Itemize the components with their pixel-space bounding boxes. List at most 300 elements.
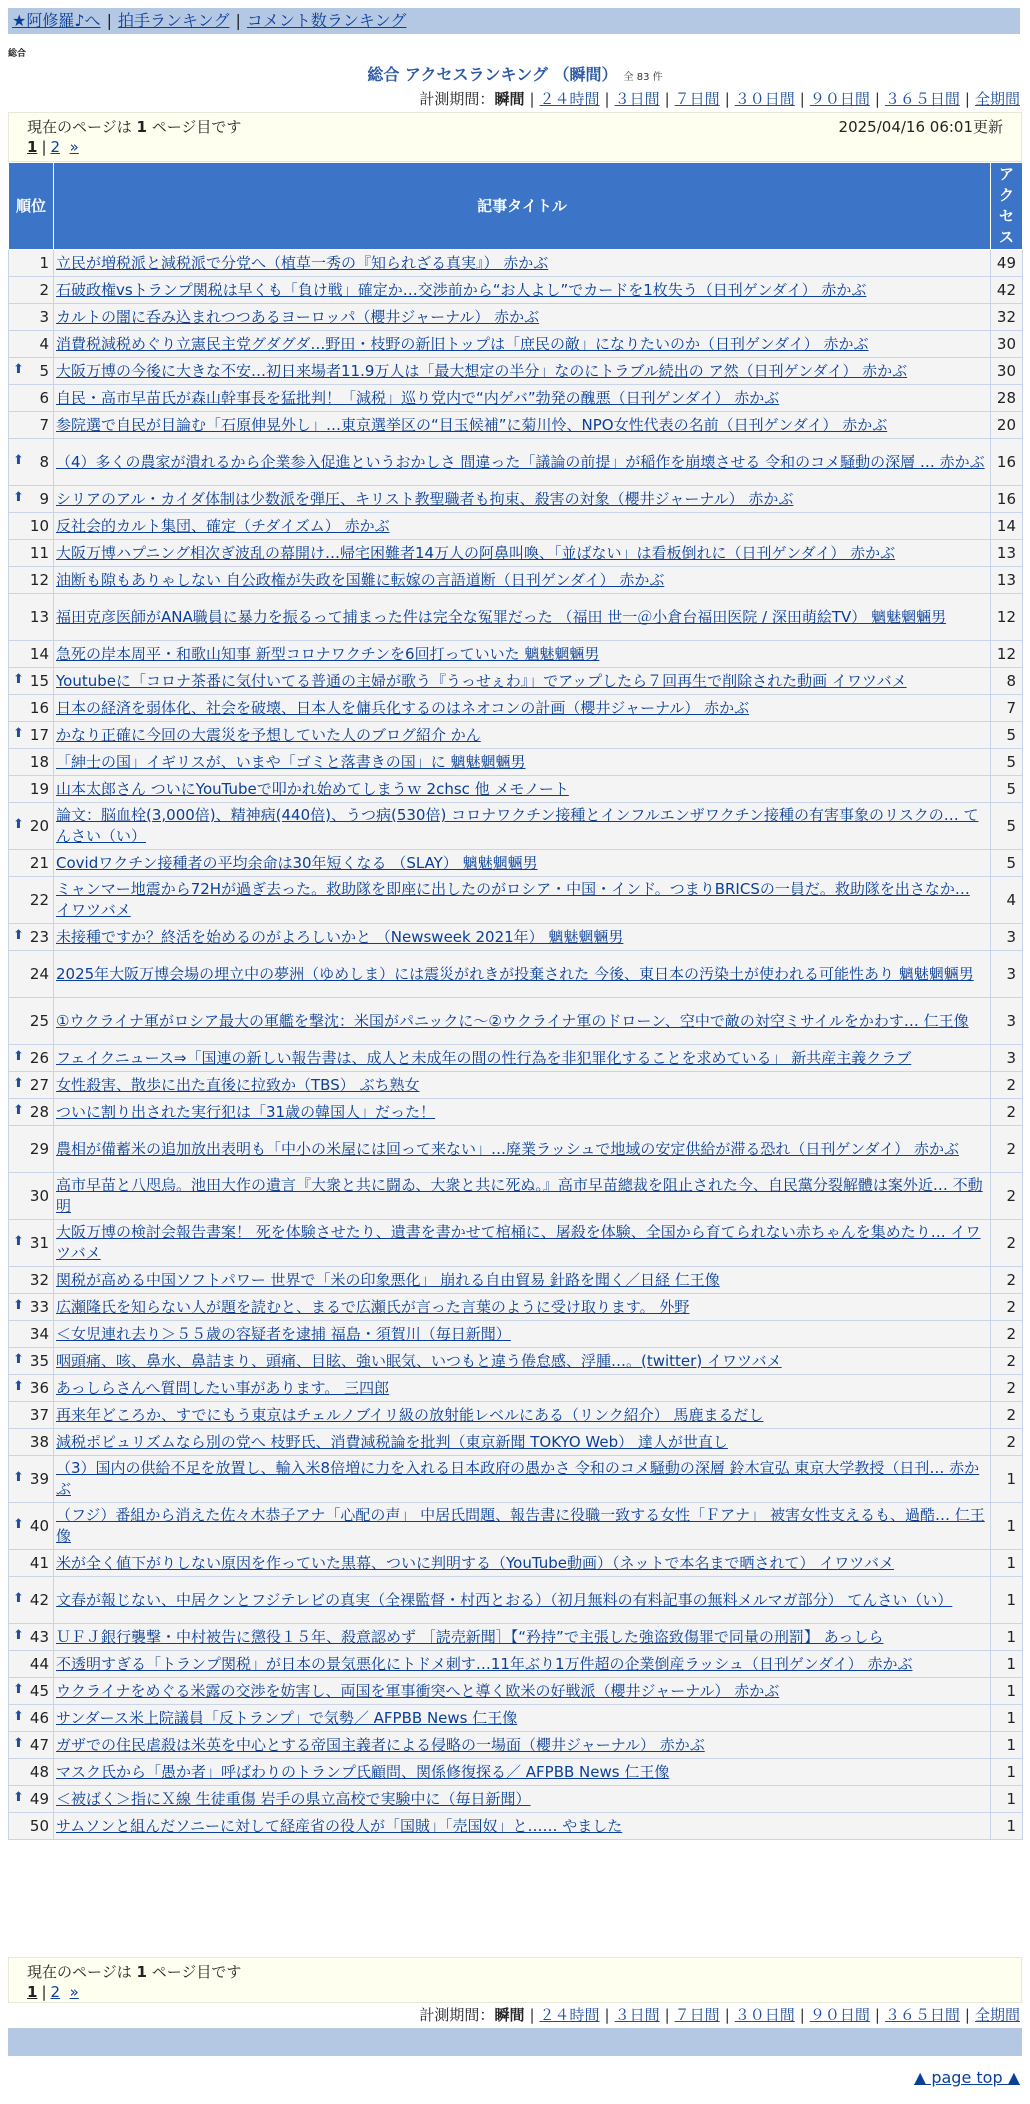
table-row bbox=[9, 331, 1023, 358]
total-count: 全 83 件 bbox=[623, 72, 663, 83]
article-link[interactable]: 高市早苗と八咫烏。池田大作の遺言『大衆と共に闘ゐ、大衆と共に死ぬ。』高市早苗總裁を阻止された今、自民黨分裂解體は案外近… 不動明 bbox=[56, 1176, 983, 1215]
title-cell bbox=[54, 1402, 991, 1429]
access-count: 1 bbox=[991, 1678, 1023, 1705]
table-row bbox=[9, 1402, 1023, 1429]
page-links: 1 | 2 » bbox=[27, 138, 79, 156]
arrow-up-icon: ⬆ bbox=[13, 1103, 24, 1118]
article-link[interactable]: 文春が報じない、中居クンとフジテレビの真実（全裸監督・村西とおる）（初月無料の有料記事の無料メルマガ部分） てんさい（い） bbox=[56, 1590, 953, 1609]
rank-cell bbox=[9, 1456, 54, 1503]
updated-time: 2025/04/16 06:01更新 bbox=[838, 118, 1003, 136]
rank-number: 34 bbox=[29, 1325, 49, 1343]
access-count: 12 bbox=[991, 641, 1023, 668]
article-link[interactable]: 大阪万博の検討会報告書案！ 死を体験させたり、遺書を書かせて棺桶に、屠殺を体験、全国から育てられない赤ちゃんを集めたり… イワツバメ bbox=[56, 1223, 981, 1262]
access-count: 1 bbox=[991, 1456, 1023, 1503]
table-row bbox=[9, 998, 1023, 1045]
period-sep: | bbox=[724, 90, 730, 108]
table-row bbox=[9, 250, 1023, 277]
rank-cell bbox=[9, 1375, 54, 1402]
page-top-link[interactable]: ▲ page top ▲ bbox=[913, 2068, 1020, 2087]
rank-number: 21 bbox=[29, 854, 49, 872]
rank-cell bbox=[9, 277, 54, 304]
article-link[interactable]: Youtubeに「コロナ茶番に気付いてる普通の主婦が歌う『うっせぇわ』」でアップしたら７回再生で削除された動画 イワツバメ bbox=[56, 671, 907, 690]
access-count: 1 bbox=[991, 1786, 1023, 1813]
article-link[interactable]: 大阪万博ハプニング相次ぎ波乱の幕開け…帰宅困難者14万人の阿鼻叫喚、「並ばない」は看板倒れに（日刊ゲンダイ） 赤かぶ bbox=[56, 543, 896, 562]
table-row bbox=[9, 1429, 1023, 1456]
article-link[interactable]: ガザでの住民虐殺は米英を中心とする帝国主義者による侵略の一場面（櫻井ジャーナル） 赤かぶ bbox=[56, 1735, 705, 1754]
rank-number: 20 bbox=[29, 817, 49, 835]
rank-number: 14 bbox=[29, 645, 49, 663]
article-link[interactable]: （4）多くの農家が潰れるから企業参入促進というおかしさ 間違った「議論の前提」が稲作を崩壊させる 令和のコメ騒動の深層 … 赤かぶ bbox=[56, 452, 985, 471]
rank-number: 36 bbox=[29, 1379, 49, 1397]
table-row bbox=[9, 668, 1023, 695]
title-cell bbox=[54, 924, 991, 951]
table-row bbox=[9, 1678, 1023, 1705]
title-cell bbox=[54, 513, 991, 540]
arrow-up-icon: ⬆ bbox=[13, 1076, 24, 1091]
title-cell bbox=[54, 1375, 991, 1402]
header-title: 記事タイトル bbox=[54, 163, 991, 250]
rank-cell bbox=[9, 1759, 54, 1786]
period-link-0[interactable]: ２４時間 bbox=[539, 90, 600, 108]
article-link[interactable]: ＜女児連れ去り＞５５歳の容疑者を逮捕 福島・須賀川（毎日新聞） bbox=[56, 1324, 511, 1343]
access-count: 2 bbox=[991, 1375, 1023, 1402]
arrow-up-icon: ⬆ bbox=[13, 362, 24, 377]
rank-cell bbox=[9, 749, 54, 776]
article-link[interactable]: 大阪万博の今後に大きな不安…初日来場者11.9万人は「最大想定の半分」なのにトラブル続出の ア然（日刊ゲンダイ） 赤かぶ bbox=[56, 361, 908, 380]
table-row bbox=[9, 1577, 1023, 1624]
rank-number: 32 bbox=[29, 1271, 49, 1289]
rank-cell bbox=[9, 385, 54, 412]
rank-cell bbox=[9, 1651, 54, 1678]
rank-number: 38 bbox=[29, 1433, 49, 1451]
rank-number: 6 bbox=[39, 389, 49, 407]
article-link[interactable]: シリアのアル・カイダ体制は少数派を弾圧、キリスト教聖職者も拘束、殺害の対象（櫻井ジャーナル） 赤かぶ bbox=[56, 489, 794, 508]
title-cell bbox=[54, 1045, 991, 1072]
table-row bbox=[9, 1651, 1023, 1678]
period-sep: | bbox=[799, 2006, 805, 2024]
table-row bbox=[9, 1813, 1023, 1840]
table-row bbox=[9, 486, 1023, 513]
article-link[interactable]: サムソンと組んだソニーに対して経産省の役人が「国賊」「売国奴」と…… やました bbox=[56, 1816, 623, 1835]
title-cell bbox=[54, 722, 991, 749]
rank-cell bbox=[9, 1402, 54, 1429]
period-link-3[interactable]: ３０日間 bbox=[734, 2006, 795, 2024]
title-cell bbox=[54, 594, 991, 641]
article-link[interactable]: 女性殺害、散歩に出た直後に拉致か（TBS） ぶち熟女 bbox=[56, 1075, 420, 1094]
article-link[interactable]: 石破政権vsトランプ関税は早くも「負け戦」確定か…交渉前から“お人よし”でカードを1枚失う（日刊ゲンダイ） 赤かぶ bbox=[56, 280, 867, 299]
table-row bbox=[9, 1173, 1023, 1220]
article-link[interactable]: 農相が備蓄米の追加放出表明も「中小の米屋には回って来ない」…廃業ラッシュで地域の安定供給が滞る恐れ（日刊ゲンダイ） 赤かぶ bbox=[56, 1139, 959, 1158]
arrow-up-icon: ⬆ bbox=[13, 1517, 24, 1532]
rank-number: 24 bbox=[29, 965, 49, 983]
title-cell bbox=[54, 877, 991, 924]
table-row bbox=[9, 924, 1023, 951]
period-link-2[interactable]: ７日間 bbox=[674, 2006, 720, 2024]
rank-number: 25 bbox=[29, 1012, 49, 1030]
article-link[interactable]: サンダース米上院議員「反トランプ」で気勢／ AFPBB News 仁王像 bbox=[56, 1708, 518, 1727]
article-link[interactable]: 未接種ですか？終活を始めるのがよろしいかと （Newsweek 2021年） 魑魅魍魎男 bbox=[56, 927, 624, 946]
period-link-6[interactable]: 全期間 bbox=[974, 90, 1020, 108]
rank-cell bbox=[9, 1550, 54, 1577]
article-link[interactable]: 2025年大阪万博会場の埋立中の夢洲（ゆめしま）には震災がれきが投棄された 今後、東日本の汚染土が使われる可能性あり 魑魅魍魎男 bbox=[56, 964, 974, 983]
article-link[interactable]: ＵＦＪ銀行襲撃・中村被告に懲役１５年、殺意認めず ［読売新聞］【“矜持”で主張した強盗致傷罪で同量の刑罰】 あっしら bbox=[56, 1627, 884, 1646]
table-row bbox=[9, 641, 1023, 668]
access-count: 2 bbox=[991, 1294, 1023, 1321]
rank-cell bbox=[9, 722, 54, 749]
rank-cell bbox=[9, 1503, 54, 1550]
period-sep: | bbox=[604, 90, 610, 108]
table-row bbox=[9, 567, 1023, 594]
arrow-up-icon: ⬆ bbox=[13, 672, 24, 687]
title-cell bbox=[54, 567, 991, 594]
rank-cell bbox=[9, 540, 54, 567]
rank-cell bbox=[9, 1429, 54, 1456]
rank-number: 4 bbox=[39, 335, 49, 353]
current-page-text: 現在のページは 1 ページ目です bbox=[27, 118, 242, 136]
nav-sep: | bbox=[235, 11, 241, 30]
article-link[interactable]: ウクライナをめぐる米露の交渉を妨害し、両国を軍事衝突へと導く欧米の好戦派（櫻井ジャーナル） 赤かぶ bbox=[56, 1681, 780, 1700]
table-row bbox=[9, 803, 1023, 850]
article-link[interactable]: 急死の岸本周平・和歌山知事 新型コロナワクチンを6回打っていいた 魑魅魍魎男 bbox=[56, 644, 600, 663]
rank-number: 12 bbox=[29, 571, 49, 589]
rank-number: 5 bbox=[39, 362, 49, 380]
article-link[interactable]: 山本太郎さん ついにYouTubeで叩かれ始めてしまうｗ 2chsc 他 メモノート bbox=[56, 779, 569, 798]
title-cell bbox=[54, 439, 991, 486]
rank-number: 47 bbox=[29, 1736, 49, 1754]
access-count: 3 bbox=[991, 1045, 1023, 1072]
article-link[interactable]: 米が全く値下がりしない原因を作っていた黒幕、ついに判明する（YouTube動画）（ネットで本名まで晒されて） イワツバメ bbox=[56, 1553, 894, 1572]
table-row bbox=[9, 540, 1023, 567]
title-cell bbox=[54, 1550, 991, 1577]
period-sep: | bbox=[874, 2006, 880, 2024]
access-count: 14 bbox=[991, 513, 1023, 540]
title-cell bbox=[54, 304, 991, 331]
article-link[interactable]: 反社会的カルト集団、確定（チダイズム） 赤かぶ bbox=[56, 516, 390, 535]
table-row bbox=[9, 1759, 1023, 1786]
article-link[interactable]: 油断も隙もありゃしない 自公政権が失政を国難に転嫁の言語道断（日刊ゲンダイ） 赤かぶ bbox=[56, 570, 665, 589]
table-row bbox=[9, 594, 1023, 641]
arrow-up-icon: ⬆ bbox=[13, 1049, 24, 1064]
access-count: 5 bbox=[991, 803, 1023, 850]
article-link[interactable]: Covidワクチン接種者の平均余命は30年短くなる （SLAY） 魑魅魍魎男 bbox=[56, 853, 538, 872]
title-cell bbox=[54, 1220, 991, 1267]
rank-cell bbox=[9, 695, 54, 722]
period-label: 計測期間： bbox=[419, 90, 495, 108]
article-link[interactable]: マスク氏から「愚か者」呼ばわりのトランプ氏顧問、関係修復探る／ AFPBB News 仁王像 bbox=[56, 1762, 670, 1781]
rank-cell bbox=[9, 951, 54, 998]
rank-cell bbox=[9, 877, 54, 924]
rank-number: 2 bbox=[39, 281, 49, 299]
rank-cell bbox=[9, 641, 54, 668]
period-sep: | bbox=[964, 90, 970, 108]
table-row bbox=[9, 513, 1023, 540]
period-current: 瞬間 bbox=[494, 2006, 525, 2024]
period-link-5[interactable]: ３６５日間 bbox=[884, 90, 960, 108]
access-count: 1 bbox=[991, 1732, 1023, 1759]
rank-number: 39 bbox=[29, 1470, 49, 1488]
title-cell bbox=[54, 1294, 991, 1321]
table-row bbox=[9, 1375, 1023, 1402]
title-cell bbox=[54, 1624, 991, 1651]
access-count: 4 bbox=[991, 877, 1023, 924]
title-cell bbox=[54, 776, 991, 803]
rank-cell bbox=[9, 358, 54, 385]
table-row bbox=[9, 1348, 1023, 1375]
next-page-link[interactable]: » bbox=[69, 138, 79, 156]
period-sep: | bbox=[964, 2006, 970, 2024]
period-sep: | bbox=[799, 90, 805, 108]
title-cell bbox=[54, 803, 991, 850]
rank-number: 22 bbox=[29, 891, 49, 909]
access-count: 5 bbox=[991, 749, 1023, 776]
access-count: 30 bbox=[991, 331, 1023, 358]
rank-number: 37 bbox=[29, 1406, 49, 1424]
access-count: 2 bbox=[991, 1321, 1023, 1348]
arrow-up-icon: ⬆ bbox=[13, 1379, 24, 1394]
title-cell bbox=[54, 250, 991, 277]
article-link[interactable]: 「紳士の国」イギリスが、いまや「ゴミと落書きの国」に 魑魅魍魎男 bbox=[56, 752, 526, 771]
rank-cell bbox=[9, 1267, 54, 1294]
article-link[interactable]: かなり正確に今回の大震災を予想していた人のブログ紹介 かん bbox=[56, 725, 481, 744]
arrow-up-icon: ⬆ bbox=[13, 1591, 24, 1606]
access-count: 16 bbox=[991, 439, 1023, 486]
access-count: 3 bbox=[991, 998, 1023, 1045]
rank-cell bbox=[9, 304, 54, 331]
table-row bbox=[9, 1321, 1023, 1348]
period-sep: | bbox=[529, 90, 535, 108]
arrow-up-icon: ⬆ bbox=[13, 453, 24, 468]
rank-number: 9 bbox=[39, 490, 49, 508]
table-row bbox=[9, 1732, 1023, 1759]
article-link[interactable]: フェイクニュース⇒「国連の新しい報告書は、成人と未成年の間の性行為を非犯罪化することを求めている」 新共産主義クラブ bbox=[56, 1048, 912, 1067]
category-label: 総合 bbox=[8, 49, 27, 59]
title-cell bbox=[54, 540, 991, 567]
rank-cell bbox=[9, 776, 54, 803]
rank-cell bbox=[9, 1732, 54, 1759]
title-cell bbox=[54, 1126, 991, 1173]
article-link[interactable]: ①ウクライナ軍がロシア最大の軍艦を撃沈：米国がパニックに～②ウクライナ軍のドローン、空中で敵の対空ミサイルをかわす… 仁王像 bbox=[56, 1011, 969, 1030]
current-page-text: 現在のページは 1 ページ目です bbox=[27, 1963, 242, 1981]
article-link[interactable]: 立民が増税派と減税派で分党へ（植草一秀の『知られざる真実』） 赤かぶ bbox=[56, 253, 549, 272]
article-link[interactable]: ついに割り出された実行犯は「31歳の韓国人」だった！ bbox=[56, 1102, 436, 1121]
table-row bbox=[9, 695, 1023, 722]
rank-cell bbox=[9, 1624, 54, 1651]
article-link[interactable]: 消費税減税めぐり立憲民主党グダグダ…野田・枝野の新旧トップは「庶民の敵」になりたいのか（日刊ゲンダイ） 赤かぶ bbox=[56, 334, 869, 353]
ranking-heading bbox=[0, 62, 1030, 85]
rank-number: 30 bbox=[29, 1187, 49, 1205]
rank-number: 29 bbox=[29, 1140, 49, 1158]
period-link-4[interactable]: ９０日間 bbox=[809, 90, 870, 108]
pager-bottom bbox=[8, 1957, 1022, 2003]
period-link-1[interactable]: ３日間 bbox=[614, 90, 660, 108]
title-cell bbox=[54, 749, 991, 776]
article-link[interactable]: 減税ポピュリズムなら別の党へ 枝野氏、消費減税論を批判（東京新聞 TOKYO Web） 達人が世直し bbox=[56, 1432, 728, 1451]
access-count: 13 bbox=[991, 540, 1023, 567]
page-top-link-wrap bbox=[914, 2068, 1020, 2087]
rank-number: 31 bbox=[29, 1234, 49, 1252]
rank-cell bbox=[9, 1678, 54, 1705]
article-link[interactable]: 参院選で自民が目論む「石原伸晃外し」…東京選挙区の“目玉候補”に菊川怜、NPO女性代表の名前（日刊ゲンダイ） 赤かぶ bbox=[56, 415, 888, 434]
access-count: 28 bbox=[991, 385, 1023, 412]
arrow-up-icon: ⬆ bbox=[13, 1352, 24, 1367]
access-count: 3 bbox=[991, 951, 1023, 998]
article-link[interactable]: ＜被ばく＞指にＸ線 生徒重傷 岩手の県立高校で実験中に（毎日新聞） bbox=[56, 1789, 531, 1808]
rank-cell bbox=[9, 1294, 54, 1321]
rank-number: 16 bbox=[29, 699, 49, 717]
table-row bbox=[9, 1503, 1023, 1550]
rank-cell bbox=[9, 998, 54, 1045]
arrow-up-icon: ⬆ bbox=[13, 928, 24, 943]
title-cell bbox=[54, 1705, 991, 1732]
article-link[interactable]: 自民・高市早苗氏が森山幹事長を猛批判！「減税」巡り党内で“内ゲバ”勃発の醜悪（日刊ゲンダイ） 赤かぶ bbox=[56, 388, 780, 407]
table-row bbox=[9, 1267, 1023, 1294]
access-count: 1 bbox=[991, 1705, 1023, 1732]
page-links: 1 | 2 » bbox=[27, 1983, 79, 2001]
footer-bar bbox=[8, 2028, 1022, 2056]
access-count: 2 bbox=[991, 1402, 1023, 1429]
period-label: 計測期間： bbox=[419, 2006, 495, 2024]
title-cell bbox=[54, 1503, 991, 1550]
title-cell bbox=[54, 331, 991, 358]
period-sep: | bbox=[664, 90, 670, 108]
title-cell bbox=[54, 998, 991, 1045]
access-count: 20 bbox=[991, 412, 1023, 439]
rank-cell bbox=[9, 567, 54, 594]
arrow-up-icon: ⬆ bbox=[13, 1682, 24, 1697]
period-selector-top bbox=[419, 88, 1020, 109]
rank-cell bbox=[9, 412, 54, 439]
period-sep: | bbox=[664, 2006, 670, 2024]
title-cell bbox=[54, 1732, 991, 1759]
table-row bbox=[9, 277, 1023, 304]
arrow-up-icon: ⬆ bbox=[13, 1790, 24, 1805]
article-link[interactable]: 広瀬隆氏を知らない人が題を読むと、まるで広瀬氏が言った言葉のように受け取ります。 外野 bbox=[56, 1297, 690, 1316]
rank-cell bbox=[9, 850, 54, 877]
title-cell bbox=[54, 1577, 991, 1624]
article-link[interactable]: 福田克彦医師がANA職員に暴力を振るって捕まった件は完全な冤罪だった （福田 世一＠小倉台福田医院 / 深田萌絵TV） 魑魅魍魎男 bbox=[56, 607, 947, 626]
table-row bbox=[9, 385, 1023, 412]
rank-number: 3 bbox=[39, 308, 49, 326]
title-cell bbox=[54, 695, 991, 722]
title-cell bbox=[54, 1429, 991, 1456]
arrow-up-icon: ⬆ bbox=[13, 490, 24, 505]
article-link[interactable]: ミャンマー地震から72Hが過ぎ去った。救助隊を即座に出したのがロシア・中国・インド。つまりBRICSの一員だ。救助隊を出さなか… イワツバメ bbox=[56, 880, 970, 919]
access-count: 3 bbox=[991, 924, 1023, 951]
title-cell bbox=[54, 1456, 991, 1503]
access-count: 16 bbox=[991, 486, 1023, 513]
period-link-4[interactable]: ９０日間 bbox=[809, 2006, 870, 2024]
period-link-3[interactable]: ３０日間 bbox=[734, 90, 795, 108]
period-link-2[interactable]: ７日間 bbox=[674, 90, 720, 108]
rank-cell bbox=[9, 1072, 54, 1099]
title-cell bbox=[54, 850, 991, 877]
article-link[interactable]: カルトの闇に呑み込まれつつあるヨーロッパ（櫻井ジャーナル） 赤かぶ bbox=[56, 307, 540, 326]
page-1-current: 1 bbox=[27, 138, 38, 156]
access-count: 5 bbox=[991, 850, 1023, 877]
rank-number: 42 bbox=[29, 1591, 49, 1609]
period-selector-bottom bbox=[419, 2004, 1020, 2025]
rank-cell bbox=[9, 924, 54, 951]
header-access: アクセス bbox=[991, 163, 1023, 250]
rank-number: 44 bbox=[29, 1655, 49, 1673]
period-current: 瞬間 bbox=[494, 90, 525, 108]
access-count: 12 bbox=[991, 594, 1023, 641]
title-cell bbox=[54, 1072, 991, 1099]
rank-cell bbox=[9, 1348, 54, 1375]
rank-cell bbox=[9, 250, 54, 277]
title-cell bbox=[54, 1173, 991, 1220]
table-row bbox=[9, 1220, 1023, 1267]
article-link[interactable]: あっしらさんへ質問したい事があります。 三四郎 bbox=[56, 1378, 390, 1397]
arrow-up-icon: ⬆ bbox=[13, 726, 24, 741]
title-cell bbox=[54, 1813, 991, 1840]
access-count: 30 bbox=[991, 358, 1023, 385]
clap-ranking-link[interactable]: 拍手ランキング bbox=[117, 11, 230, 30]
table-row bbox=[9, 412, 1023, 439]
rank-number: 48 bbox=[29, 1763, 49, 1781]
title-cell bbox=[54, 277, 991, 304]
article-link[interactable]: 不透明すぎる「トランプ関税」が日本の景気悪化にトドメ刺す…11年ぶり1万件超の企業倒産ラッシュ（日刊ゲンダイ） 赤かぶ bbox=[56, 1654, 913, 1673]
article-link[interactable]: 再来年どころか、すでにもう東京はチェルノブイリ級の放射能レベルにある（リンク紹介） 馬鹿まるだし bbox=[56, 1405, 764, 1424]
rank-number: 33 bbox=[29, 1298, 49, 1316]
pager-top bbox=[8, 112, 1022, 162]
arrow-up-icon: ⬆ bbox=[13, 1628, 24, 1643]
table-row bbox=[9, 304, 1023, 331]
period-link-6[interactable]: 全期間 bbox=[974, 2006, 1020, 2024]
title-cell bbox=[54, 1348, 991, 1375]
page-2-link[interactable]: 2 bbox=[50, 138, 61, 156]
page-title: 総合 アクセスランキング （瞬間） bbox=[367, 65, 618, 84]
article-link[interactable]: 関税が高める中国ソフトパワー 世界で「米の印象悪化」 崩れる自由貿易 針路を聞く／日経 仁王像 bbox=[56, 1270, 720, 1289]
table-row bbox=[9, 1705, 1023, 1732]
title-cell bbox=[54, 385, 991, 412]
home-link[interactable]: ★阿修羅♪へ bbox=[12, 11, 101, 30]
rank-number: 27 bbox=[29, 1076, 49, 1094]
period-link-0[interactable]: ２４時間 bbox=[539, 2006, 600, 2024]
rank-number: 35 bbox=[29, 1352, 49, 1370]
title-cell bbox=[54, 951, 991, 998]
access-count: 2 bbox=[991, 1267, 1023, 1294]
rank-number: 46 bbox=[29, 1709, 49, 1727]
arrow-up-icon: ⬆ bbox=[13, 1470, 24, 1485]
access-count: 2 bbox=[991, 1173, 1023, 1220]
title-cell bbox=[54, 641, 991, 668]
period-sep: | bbox=[874, 90, 880, 108]
page-2-link[interactable]: 2 bbox=[50, 1983, 61, 2001]
article-link[interactable]: 論文：脳血栓(3,000倍)、精神病(440倍)、うつ病(530倍) コロナワクチン接種とインフルエンザワクチン接種の有害事象のリスクの… てんさい（い） bbox=[56, 806, 979, 845]
table-row bbox=[9, 1126, 1023, 1173]
access-count: 49 bbox=[991, 250, 1023, 277]
period-link-5[interactable]: ３６５日間 bbox=[884, 2006, 960, 2024]
title-cell bbox=[54, 1759, 991, 1786]
period-link-1[interactable]: ３日間 bbox=[614, 2006, 660, 2024]
article-link[interactable]: （3）国内の供給不足を放置し、輸入米8倍増に力を入れる日本政府の愚かさ 令和のコメ騒動の深層 鈴木宣弘 東京大学教授（日刊… 赤かぶ bbox=[56, 1459, 980, 1498]
next-page-link[interactable]: » bbox=[69, 1983, 79, 2001]
rank-number: 11 bbox=[29, 544, 49, 562]
comment-ranking-link[interactable]: コメント数ランキング bbox=[246, 11, 407, 30]
article-link[interactable]: 咽頭痛、咳、鼻水、鼻詰まり、頭痛、目眩、強い眠気、いつもと違う倦怠感、浮腫…。(twitter) イワツバメ bbox=[56, 1351, 782, 1370]
table-row bbox=[9, 1786, 1023, 1813]
rank-number: 13 bbox=[29, 608, 49, 626]
rank-cell bbox=[9, 1045, 54, 1072]
article-link[interactable]: 日本の経済を弱体化、社会を破壊、日本人を傭兵化するのはネオコンの計画（櫻井ジャーナル） 赤かぶ bbox=[56, 698, 750, 717]
rank-number: 41 bbox=[29, 1554, 49, 1572]
access-count: 2 bbox=[991, 1220, 1023, 1267]
access-count: 5 bbox=[991, 722, 1023, 749]
access-count: 1 bbox=[991, 1550, 1023, 1577]
article-link[interactable]: （フジ）番組から消えた佐々木恭子アナ「心配の声」 中居氏問題、報告書に役職一致する女性「Ｆアナ」 被害女性支えるも、過酷… 仁王像 bbox=[56, 1506, 985, 1545]
arrow-up-icon: ⬆ bbox=[13, 1709, 24, 1724]
